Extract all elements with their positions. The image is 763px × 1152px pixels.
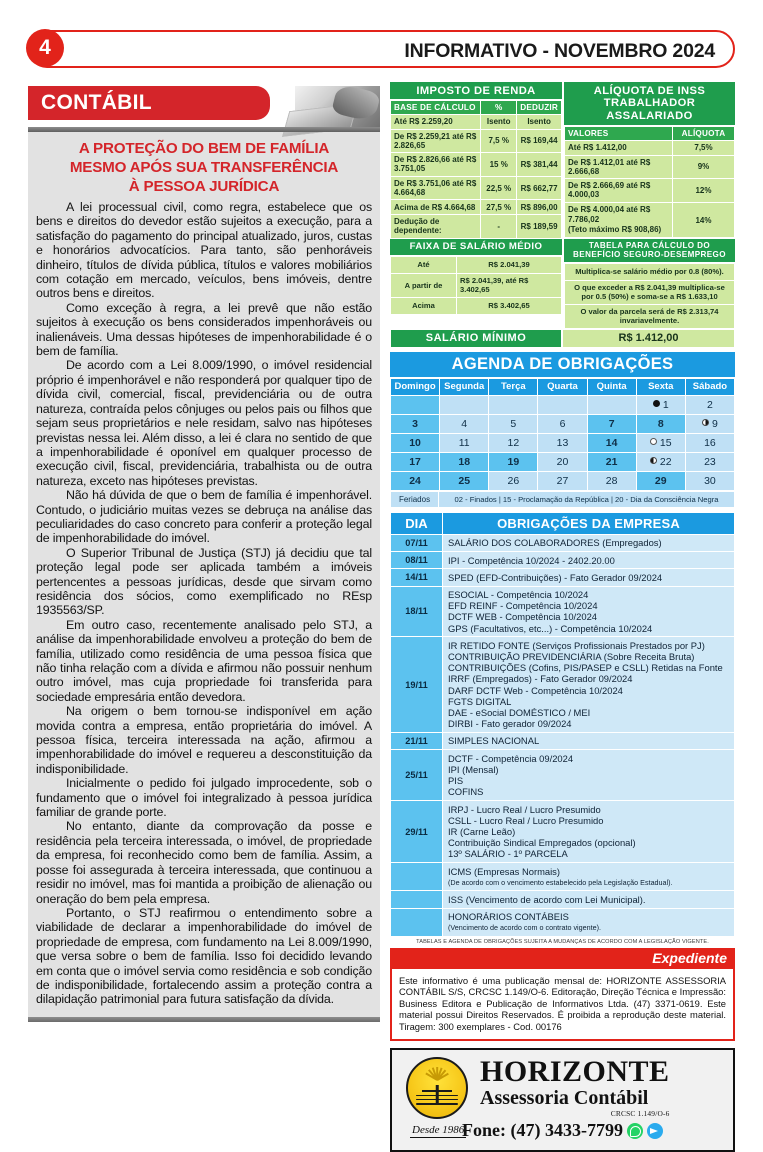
- table-row: [391, 732, 735, 749]
- article-paragraph: Inicialmente o pedido foi julgado improcedente, sob o fundamento que o imóvel foi integralizado à pessoa jurídica familiar de grande porte.: [36, 776, 372, 820]
- obligation-items: [443, 732, 735, 749]
- table-row: [565, 155, 735, 179]
- ir-ded: R$ 896,00: [517, 200, 562, 215]
- calendar-day-cell: 22: [636, 452, 685, 471]
- faixa-value: R$ 2.041,39, até R$ 3.402,65: [457, 273, 562, 297]
- calendar-day-cell: 2: [685, 395, 734, 414]
- calendar-day-cell: 24: [391, 471, 440, 490]
- obligations-header-row: [391, 512, 735, 534]
- obligation-item: ISS (Vencimento de acordo com Lei Municipal).: [448, 893, 646, 905]
- category-label: CONTÁBIL: [28, 86, 270, 120]
- feriados-text: 02 - Finados | 15 - Proclamação da República | 20 - Dia da Consciência Negra: [439, 491, 735, 507]
- calendar-day-cell: 29: [636, 471, 685, 490]
- obligation-items: [443, 863, 735, 891]
- obligation-item: CSLL - Lucro Real / Lucro Presumido: [448, 814, 604, 826]
- page-number-badge: 4: [26, 29, 64, 67]
- faixa-label: Até: [391, 256, 457, 273]
- calendar-day-cell: 3: [391, 414, 440, 433]
- table-row: [565, 202, 735, 238]
- inss-valor: Até R$ 1.412,00: [565, 141, 673, 156]
- calendar-day-cell: 27: [538, 471, 587, 490]
- obligation-items: [443, 801, 735, 863]
- moon-phase-icon: [702, 419, 709, 426]
- calendar-day-cell: 13: [538, 433, 587, 452]
- inss-title: [564, 82, 735, 126]
- weekday-segunda: Segunda: [440, 378, 489, 395]
- obligation-item: COFINS: [448, 786, 484, 798]
- table-row: [391, 153, 562, 177]
- weekday-quinta: Quinta: [587, 378, 636, 395]
- obligation-items: [443, 534, 735, 551]
- obligation-item: EFD REINF - Competência 10/2024: [448, 600, 598, 612]
- obligation-day: 08/11: [391, 552, 443, 569]
- weekday-sabado: Sábado: [685, 378, 734, 395]
- obligation-item: FGTS DIGITAL: [448, 695, 512, 707]
- salary-band-wrap: [390, 239, 735, 329]
- calendar-day-cell: 26: [489, 471, 538, 490]
- calendar-week-row: [391, 395, 735, 414]
- telegram-icon[interactable]: [647, 1123, 663, 1139]
- table-row: [565, 263, 735, 280]
- article-paragraph: No entanto, diante da comprovação da posse e residência pela terceira interessada, o imóvel, de propriedade da empresa, foi reconhecido como bem de família. Assim, a posse foi assegurada à terceira interessada, que continuou a residir no imóvel, mas foi mantida a proibição de alienação ou oneração do bem pela empresa.: [36, 819, 372, 906]
- table-row: [391, 637, 735, 733]
- top-header-bar: [28, 30, 735, 68]
- ir-pct: 15 %: [481, 153, 517, 177]
- obligations-table: [390, 512, 735, 937]
- article-paragraph: Como exceção à regra, a lei prevê que não estão sujeitos à execução os bens considerados impenhoráveis ou inalienáveis. Uma dessas hipóteses de impenhorabilidade é o bem de família.: [36, 300, 372, 359]
- inss-aliq: 7,5%: [673, 141, 735, 156]
- calendar-day-cell: 20: [538, 452, 587, 471]
- calendar-day-cell: 11: [440, 433, 489, 452]
- table-row: [391, 552, 735, 569]
- ir-pct: Isento: [481, 115, 517, 130]
- weekday-sexta: Sexta: [636, 378, 685, 395]
- obligation-day: [391, 863, 443, 891]
- ir-col-pct: %: [481, 101, 517, 115]
- calendar-day-cell: 19: [489, 452, 538, 471]
- calendar-block: [390, 352, 735, 508]
- obligation-item: IR (Carne Leão): [448, 825, 516, 837]
- article-block: [28, 132, 380, 1017]
- brand-name: HORIZONTE: [480, 1055, 670, 1088]
- inss-title-line-1: ALÍQUOTA DE INSS: [593, 84, 706, 97]
- obligation-day: [391, 891, 443, 908]
- obligation-item: SIMPLES NACIONAL: [448, 735, 540, 747]
- inss-table: [562, 82, 735, 239]
- inss-col-aliquota: ALÍQUOTA: [673, 127, 735, 141]
- salario-minimo-row: [390, 329, 735, 348]
- keyboard-photo: [295, 86, 380, 129]
- obligation-item: IPI (Mensal): [448, 763, 499, 775]
- calendar-table: [390, 378, 735, 491]
- obligation-item: IPI - Competência 10/2024 - 2402.20.00: [448, 554, 615, 566]
- obligation-item: ICMS (Empresas Normais): [448, 865, 560, 877]
- calendar-day-cell: 10: [391, 433, 440, 452]
- obligation-item: GPS (Facultativos, etc...) - Competência 10/2024: [448, 622, 653, 634]
- faixa-label: Acima: [391, 297, 457, 314]
- inss-teto-note: (Teto máximo R$ 908,86): [568, 225, 662, 235]
- calendar-day-cell: 12: [489, 433, 538, 452]
- weekday-terca: Terça: [489, 378, 538, 395]
- table-row: [391, 115, 562, 130]
- article-title-line-2: MESMO APÓS SUA TRANSFERÊNCIA: [69, 159, 339, 176]
- obligation-items: [443, 586, 735, 637]
- seguro-rule: O valor da parcela será de R$ 2.313,74 invariavelmente.: [565, 304, 735, 328]
- obligation-day: 29/11: [391, 801, 443, 863]
- calendar-day-cell: 30: [685, 471, 734, 490]
- table-row: [391, 200, 562, 215]
- obligations-col-day: DIA: [391, 512, 443, 534]
- calendar-day-cell: 28: [587, 471, 636, 490]
- moon-phase-icon: [653, 400, 660, 407]
- ir-base: De R$ 2.259,21 até R$ 2.826,65: [391, 129, 481, 153]
- brand-tagline: Assessoria Contábil: [480, 1087, 649, 1109]
- table-row: [391, 891, 735, 908]
- obligation-item: SALÁRIO DOS COLABORADORES (Empregados): [448, 537, 662, 549]
- ir-pct: 7,5 %: [481, 129, 517, 153]
- company-logo-box: [390, 1048, 735, 1152]
- table-row: [565, 141, 735, 156]
- obligation-item: DIRBI - Fato gerador 09/2024: [448, 718, 572, 730]
- table-row: [391, 273, 562, 297]
- category-underline: [28, 127, 380, 132]
- ir-ded: R$ 662,77: [517, 176, 562, 200]
- imposto-renda-title: IMPOSTO DE RENDA: [390, 82, 562, 100]
- expediente-box: [390, 969, 735, 1041]
- ir-base: Até R$ 2.259,20: [391, 115, 481, 130]
- obligations-block: [390, 512, 735, 945]
- ir-base: Dedução de dependente:: [391, 214, 481, 238]
- imposto-renda-table: [390, 82, 562, 239]
- ir-ded: R$ 169,44: [517, 129, 562, 153]
- calendar-weekday-row: [391, 378, 735, 395]
- ir-col-base: BASE DE CÁLCULO: [391, 101, 481, 115]
- obligation-item: 13º SALÁRIO - 1º PARCELA: [448, 848, 568, 860]
- faixa-value: R$ 3.402,65: [457, 297, 562, 314]
- calendar-week-row: [391, 471, 735, 490]
- inss-aliq: 14%: [673, 202, 735, 238]
- obligation-day: 19/11: [391, 637, 443, 733]
- weekday-domingo: Domingo: [391, 378, 440, 395]
- moon-phase-icon: [650, 438, 657, 445]
- table-row: [565, 280, 735, 304]
- obligation-item: DAE - eSocial DOMÉSTICO / MEI: [448, 707, 591, 719]
- article-paragraph: Não há dúvida de que o bem de família é impenhorável. Contudo, o judiciário muitas vezes se debruça na análise das peculiaridades do caso concreto para conferir a proteção legal de impenhorabilidade do imóvel.: [36, 488, 372, 546]
- obligation-items: [443, 569, 735, 586]
- obligation-item: DCTF WEB - Competência 10/2024: [448, 611, 598, 623]
- left-column: [28, 86, 380, 1022]
- obligation-items: [443, 552, 735, 569]
- obligation-item: DCTF - Competência 09/2024: [448, 752, 574, 764]
- calendar-day-cell: 15: [636, 433, 685, 452]
- obligation-item: IRRF (Empregados) - Fato Gerador 09/2024: [448, 673, 633, 685]
- brand-since: Desde 1986: [412, 1123, 465, 1136]
- obligations-col-title: OBRIGAÇÕES DA EMPRESA: [443, 512, 735, 534]
- inss-valor: De R$ 4.000,04 até R$ 7.786,02: [568, 205, 651, 225]
- article-paragraph: A lei processual civil, como regra, estabelece que os bens e direitos do devedor estão sujeitos a execução, para a satisfação do pagamento do principal atualizado, juros, custas e honorários advocatícios. Para tanto, são penhoráveis dinheiro, títulos de dívida pública, títulos e valores mobiliários com cotação em mercado, veículos, bens imóveis, dentre outros bens e direitos.: [36, 200, 372, 301]
- seguro-rule: O que exceder a R$ 2.041,39 multiplica-se por 0.5 (50%) e soma-se a R$ 1.633,10: [565, 280, 735, 304]
- table-row: [391, 534, 735, 551]
- obligation-item: SPED (EFD-Contribuições) - Fato Gerador 09/2024: [448, 571, 663, 583]
- calendar-day-cell: 1: [636, 395, 685, 414]
- article-paragraph: Na origem o bem tornou-se indisponível em ação movida contra a empresa, então proprietária do imóvel. A pessoa física, terceira interessada na ação, afirmou a impenhorabilidade do imóvel e requereu a desconstituição da indisponibilidade.: [36, 704, 372, 776]
- weekday-quarta: Quarta: [538, 378, 587, 395]
- ir-pct: 27,5 %: [481, 200, 517, 215]
- calendar-week-row: [391, 414, 735, 433]
- calendar-day-cell: 6: [538, 414, 587, 433]
- table-row: [565, 304, 735, 328]
- seguro-desemprego-table: [562, 239, 735, 329]
- brand-crc: CRCSC 1.149/O-6: [610, 1109, 670, 1118]
- obligation-items: [443, 750, 735, 801]
- article-paragraph: De acordo com a Lei 8.009/1990, o imóvel residencial próprio é impenhorável e não responderá por qualquer tipo de dívida civil, comercial, fiscal, previdenciária ou de outra natureza, contraída pelos cônjuges ou pelos pais ou filhos que sejam seus proprietários e nele residam, salvo nas hipóteses previstas nessa lei. Além disso, a lei é clara no sentido de que a impenhorabilidade é oponível em qualquer processo de execução civil, fiscal, previdenciária, trabalhista ou de outra natureza, exceto nas hipóteses previstas.: [36, 358, 372, 488]
- obligation-item: CONTRIBUIÇÕES (Cofins, PIS/PASEP e CSLL) Retidas na Fonte: [448, 662, 723, 674]
- calendar-day-cell: 23: [685, 452, 734, 471]
- obligation-day: 18/11: [391, 586, 443, 637]
- obligation-day: 21/11: [391, 732, 443, 749]
- calendar-day-cell: 21: [587, 452, 636, 471]
- table-row: [391, 863, 735, 891]
- article-title-line-3: À PESSOA JURÍDICA: [128, 178, 280, 195]
- seguro-rule: Multiplica-se salário médio por 0.8 (80%).: [565, 263, 735, 280]
- calendar-day-cell: 14: [587, 433, 636, 452]
- calendar-day-cell: 8: [636, 414, 685, 433]
- ir-base: Acima de R$ 4.664,68: [391, 200, 481, 215]
- inss-valor: De R$ 1.412,01 até R$ 2.666,68: [565, 155, 673, 179]
- obligations-footnote: TABELAS E AGENDA DE OBRIGAÇÕES SUJEITA A MUDANÇAS DE ACORDO COM A LEGISLAÇÃO VIGENTE.: [416, 938, 709, 945]
- inss-aliq: 9%: [673, 155, 735, 179]
- table-row: [391, 750, 735, 801]
- calendar-empty-cell: [587, 395, 636, 414]
- article-paragraph: O Superior Tribunal de Justiça (STJ) já decidiu que tal proteção legal pode ser aplicada também a imóveis pertencentes a pessoas jurídicas, desde que sirvam como residência dos sócios, como exemplificado no REsp 1935563/SP.: [36, 545, 372, 618]
- table-row: [391, 214, 562, 238]
- ir-base: De R$ 3.751,06 até R$ 4.664,68: [391, 176, 481, 200]
- obligation-item: CONTRIBUIÇÃO PREVIDENCIÁRIA (Sobre Receita Bruta): [448, 651, 695, 663]
- obligation-items: [443, 637, 735, 733]
- table-row: [391, 129, 562, 153]
- calendar-week-row: [391, 433, 735, 452]
- calendar-empty-cell: [391, 395, 440, 414]
- calendar-day-cell: 18: [440, 452, 489, 471]
- table-row: [391, 256, 562, 273]
- obligation-item: IR RETIDO FONTE (Serviços Profissionais Prestados por PJ): [448, 639, 705, 651]
- moon-phase-icon: [650, 457, 657, 464]
- expediente-title: Expediente: [390, 948, 735, 969]
- obligation-item: DARF DCTF Web - Competência 10/2024: [448, 684, 623, 696]
- table-row: [391, 297, 562, 314]
- table-row: [391, 801, 735, 863]
- inss-title-line-2: TRABALHADOR ASSALARIADO: [603, 97, 696, 122]
- obligation-item: ESOCIAL - Competência 10/2024: [448, 589, 589, 601]
- article-body: [36, 200, 372, 1007]
- sun-logo-icon: [406, 1057, 468, 1119]
- tax-tables-wrap: [390, 82, 735, 239]
- table-row: [391, 908, 735, 936]
- calendar-title: AGENDA DE OBRIGAÇÕES: [390, 352, 735, 378]
- calendar-day-cell: 17: [391, 452, 440, 471]
- faixa-salario-title: FAIXA DE SALÁRIO MÉDIO: [390, 239, 562, 256]
- calendar-empty-cell: [538, 395, 587, 414]
- obligation-day: 25/11: [391, 750, 443, 801]
- ir-pct: -: [481, 214, 517, 238]
- faixa-value: R$ 2.041,39: [457, 256, 562, 273]
- seguro-desemprego-title: TABELA PARA CÁLCULO DO BENEFÍCIO SEGURO-DESEMPREGO: [564, 239, 735, 263]
- feriados-label: Feriados: [391, 491, 439, 507]
- calendar-day-cell: 25: [440, 471, 489, 490]
- salario-minimo-label: SALÁRIO MÍNIMO: [390, 329, 562, 348]
- calendar-week-row: [391, 452, 735, 471]
- table-row: [391, 569, 735, 586]
- ir-ded: R$ 189,59: [517, 214, 562, 238]
- calendar-empty-cell: [440, 395, 489, 414]
- obligation-day: 14/11: [391, 569, 443, 586]
- obligation-item: Contribuição Sindical Empregados (opcional): [448, 837, 636, 849]
- obligation-items: [443, 908, 735, 936]
- category-header-row: [28, 86, 380, 132]
- ir-ded: R$ 381,44: [517, 153, 562, 177]
- inss-valor: De R$ 2.666,69 até R$ 4.000,03: [565, 179, 673, 203]
- calendar-empty-cell: [489, 395, 538, 414]
- expediente-block: [390, 948, 735, 1041]
- obligation-item: HONORÁRIOS CONTÁBEIS: [448, 911, 569, 923]
- table-row: [391, 586, 735, 637]
- feriados-row: [390, 491, 735, 508]
- article-bottom-rule: [28, 1017, 380, 1022]
- faixa-salario-table: [390, 239, 562, 329]
- article-title-line-1: A PROTEÇÃO DO BEM DE FAMÍLIA: [78, 140, 330, 157]
- ir-base: De R$ 2.826,66 até R$ 3.751,05: [391, 153, 481, 177]
- article-paragraph: Em outro caso, recentemente analisado pelo STJ, a análise da impenhorabilidade envolveu a proteção do bem de família, utilizado como residência de uma pessoa física que não tinha relação com a dívida e afirmou não possuir nenhum outro imóvel, mas cuja propriedade foi transferida para sociedade empresária então devedora.: [36, 617, 372, 704]
- inss-col-valores: VALORES: [565, 127, 673, 141]
- calendar-day-cell: 16: [685, 433, 734, 452]
- inss-aliq: 12%: [673, 179, 735, 203]
- brand-phone: Fone: (47) 3433-7799: [462, 1119, 623, 1140]
- page-title: INFORMATIVO - NOVEMBRO 2024: [404, 40, 715, 62]
- ir-col-deduzir: DEDUZIR: [517, 101, 562, 115]
- ir-ded: Isento: [517, 115, 562, 130]
- ir-pct: 22,5 %: [481, 176, 517, 200]
- expediente-text: Este informativo é uma publicação mensal de: HORIZONTE ASSESSORIA CONTÁBIL S/S, CRCSC 1.149/O-6. Editoração, Direção Técnica e Impressão: Business Editora e Publicação de Informativos Ltda. (47) 3371-0619. Este material possui Direitos Reservados. É proibida a reprodução deste material. Tiragem: 300 exemplares - Cod. 00176: [399, 974, 726, 1032]
- table-row: [565, 179, 735, 203]
- whatsapp-icon[interactable]: [627, 1123, 643, 1139]
- obligation-day: [391, 908, 443, 936]
- obligation-item: PIS: [448, 775, 464, 787]
- calendar-day-cell: 7: [587, 414, 636, 433]
- right-column: [390, 82, 735, 1152]
- obligation-items: [443, 891, 735, 908]
- calendar-day-cell: 9: [685, 414, 734, 433]
- brand-phone-row: [392, 1120, 733, 1141]
- brand-text: [468, 1057, 670, 1118]
- table-row: [391, 176, 562, 200]
- obligation-note: (De acordo com o vencimento estabelecido pela Legislação Estadual).: [448, 877, 673, 887]
- obligation-note: (Vencimento de acordo com o contrato vigente).: [448, 923, 602, 933]
- obligation-item: IRPJ - Lucro Real / Lucro Presumido: [448, 803, 601, 815]
- salario-minimo-value: R$ 1.412,00: [562, 329, 735, 348]
- article-title: [36, 139, 372, 196]
- article-paragraph: Portanto, o STJ reafirmou o entendimento sobre a viabilidade de declarar a impenhorabilidade do imóvel de propriedade de empresa, com fundamento na Lei 8.009/1990, que versa sobre o bem de família. Isso foi decidido levando em conta que o imóvel servia como residência e sob condição de indisponibilidade, fortalecendo assim a proteção contra a dilapidação patrimonial para futura satisfação da dívida.: [36, 905, 372, 1007]
- faixa-label: A partir de: [391, 273, 457, 297]
- obligation-day: 07/11: [391, 534, 443, 551]
- calendar-day-cell: 5: [489, 414, 538, 433]
- calendar-day-cell: 4: [440, 414, 489, 433]
